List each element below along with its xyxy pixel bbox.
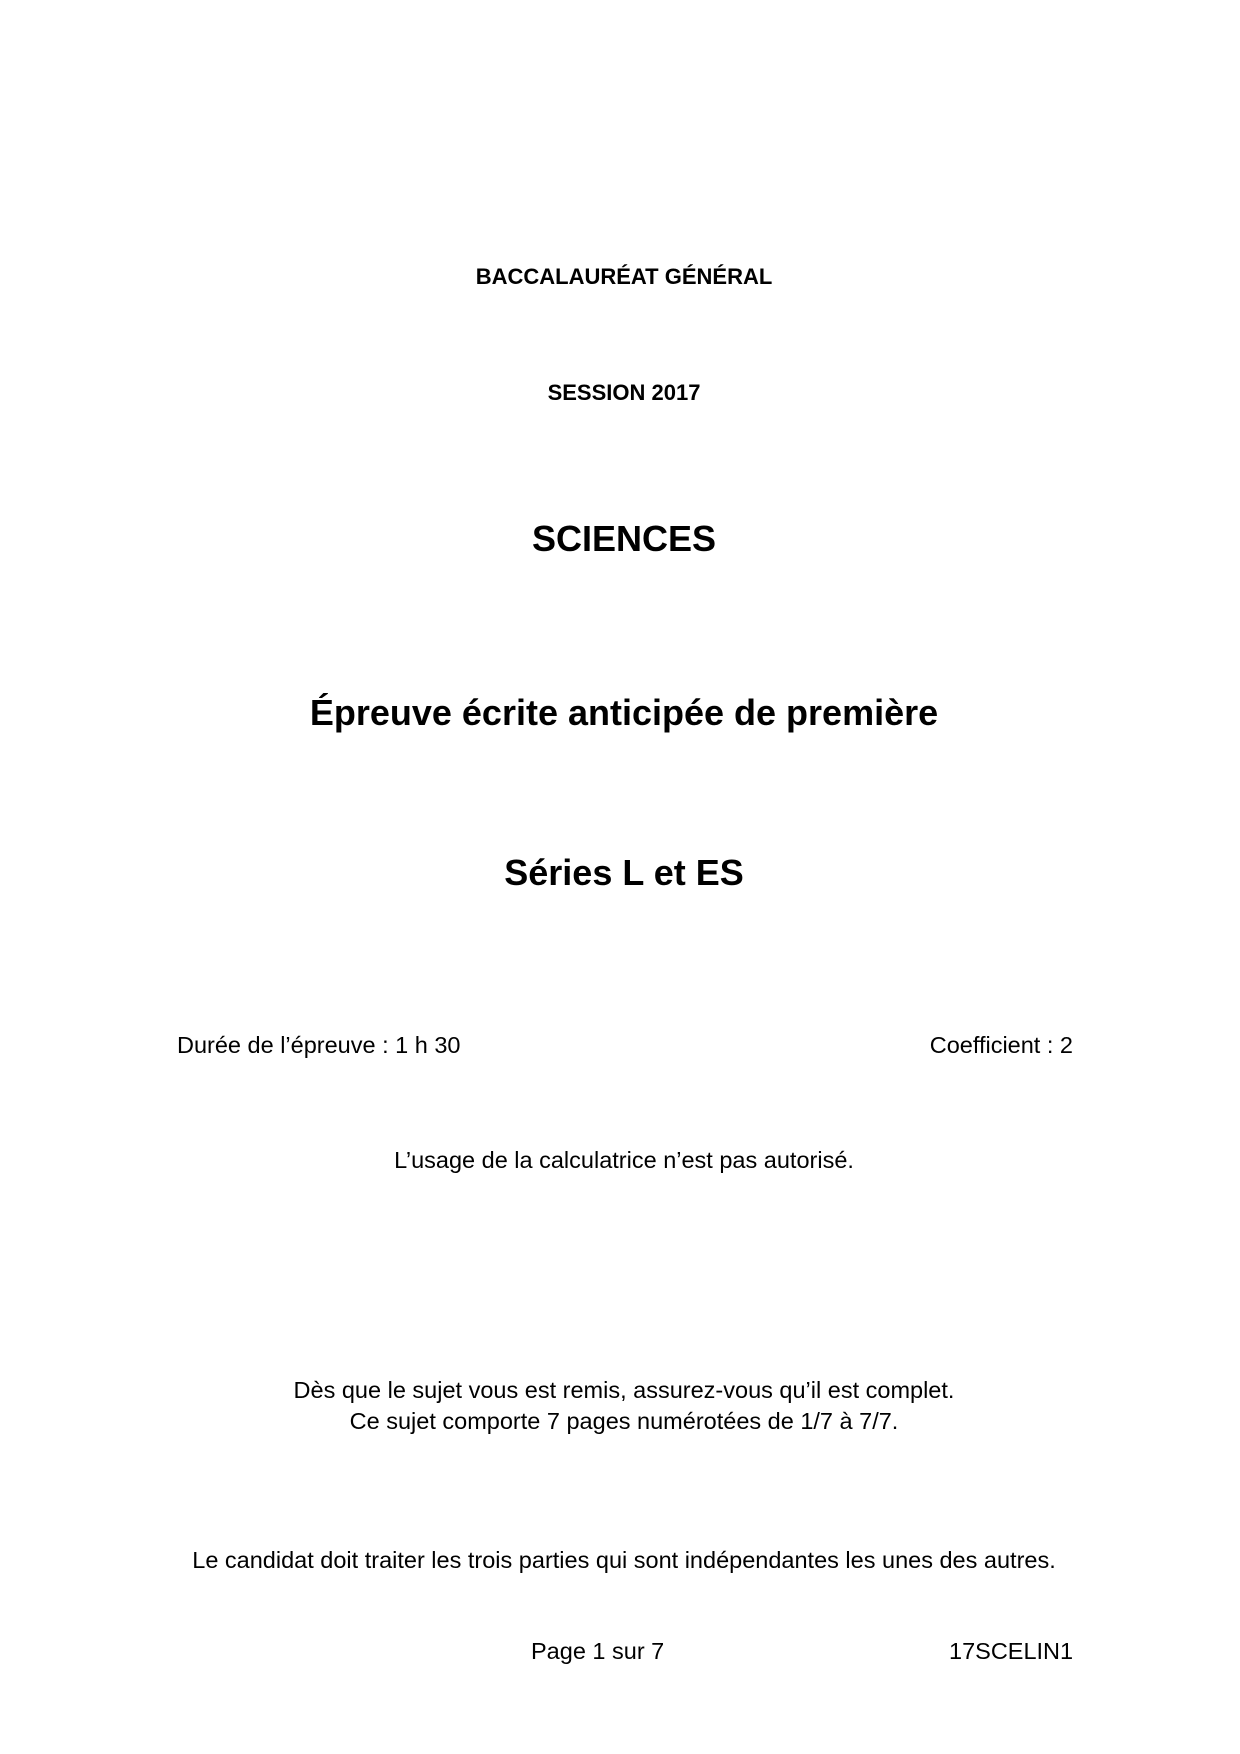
document-code: 17SCELIN1	[949, 1638, 1074, 1664]
duration: Durée de l’épreuve : 1 h 30	[177, 1032, 461, 1058]
instruction-complete: Dès que le sujet vous est remis, assurez-vous qu’il est complet.	[293, 1377, 955, 1403]
instruction-pages: Ce sujet comporte 7 pages numérotées de 1/7 à 7/7.	[349, 1408, 899, 1434]
instruction-parts: Le candidat doit traiter les trois parties qui sont indépendantes les unes des autres.	[192, 1547, 1056, 1573]
exam-title: BACCALAURÉAT GÉNÉRAL	[475, 264, 773, 289]
page-number: Page 1 sur 7	[531, 1638, 665, 1664]
calculator-notice: L’usage de la calculatrice n’est pas autorisé.	[394, 1147, 854, 1173]
coefficient: Coefficient : 2	[929, 1032, 1073, 1058]
test-type: Épreuve écrite anticipée de première	[309, 692, 939, 733]
series: Séries L et ES	[504, 852, 744, 893]
session: SESSION 2017	[547, 380, 701, 405]
subject-title: SCIENCES	[531, 518, 717, 559]
